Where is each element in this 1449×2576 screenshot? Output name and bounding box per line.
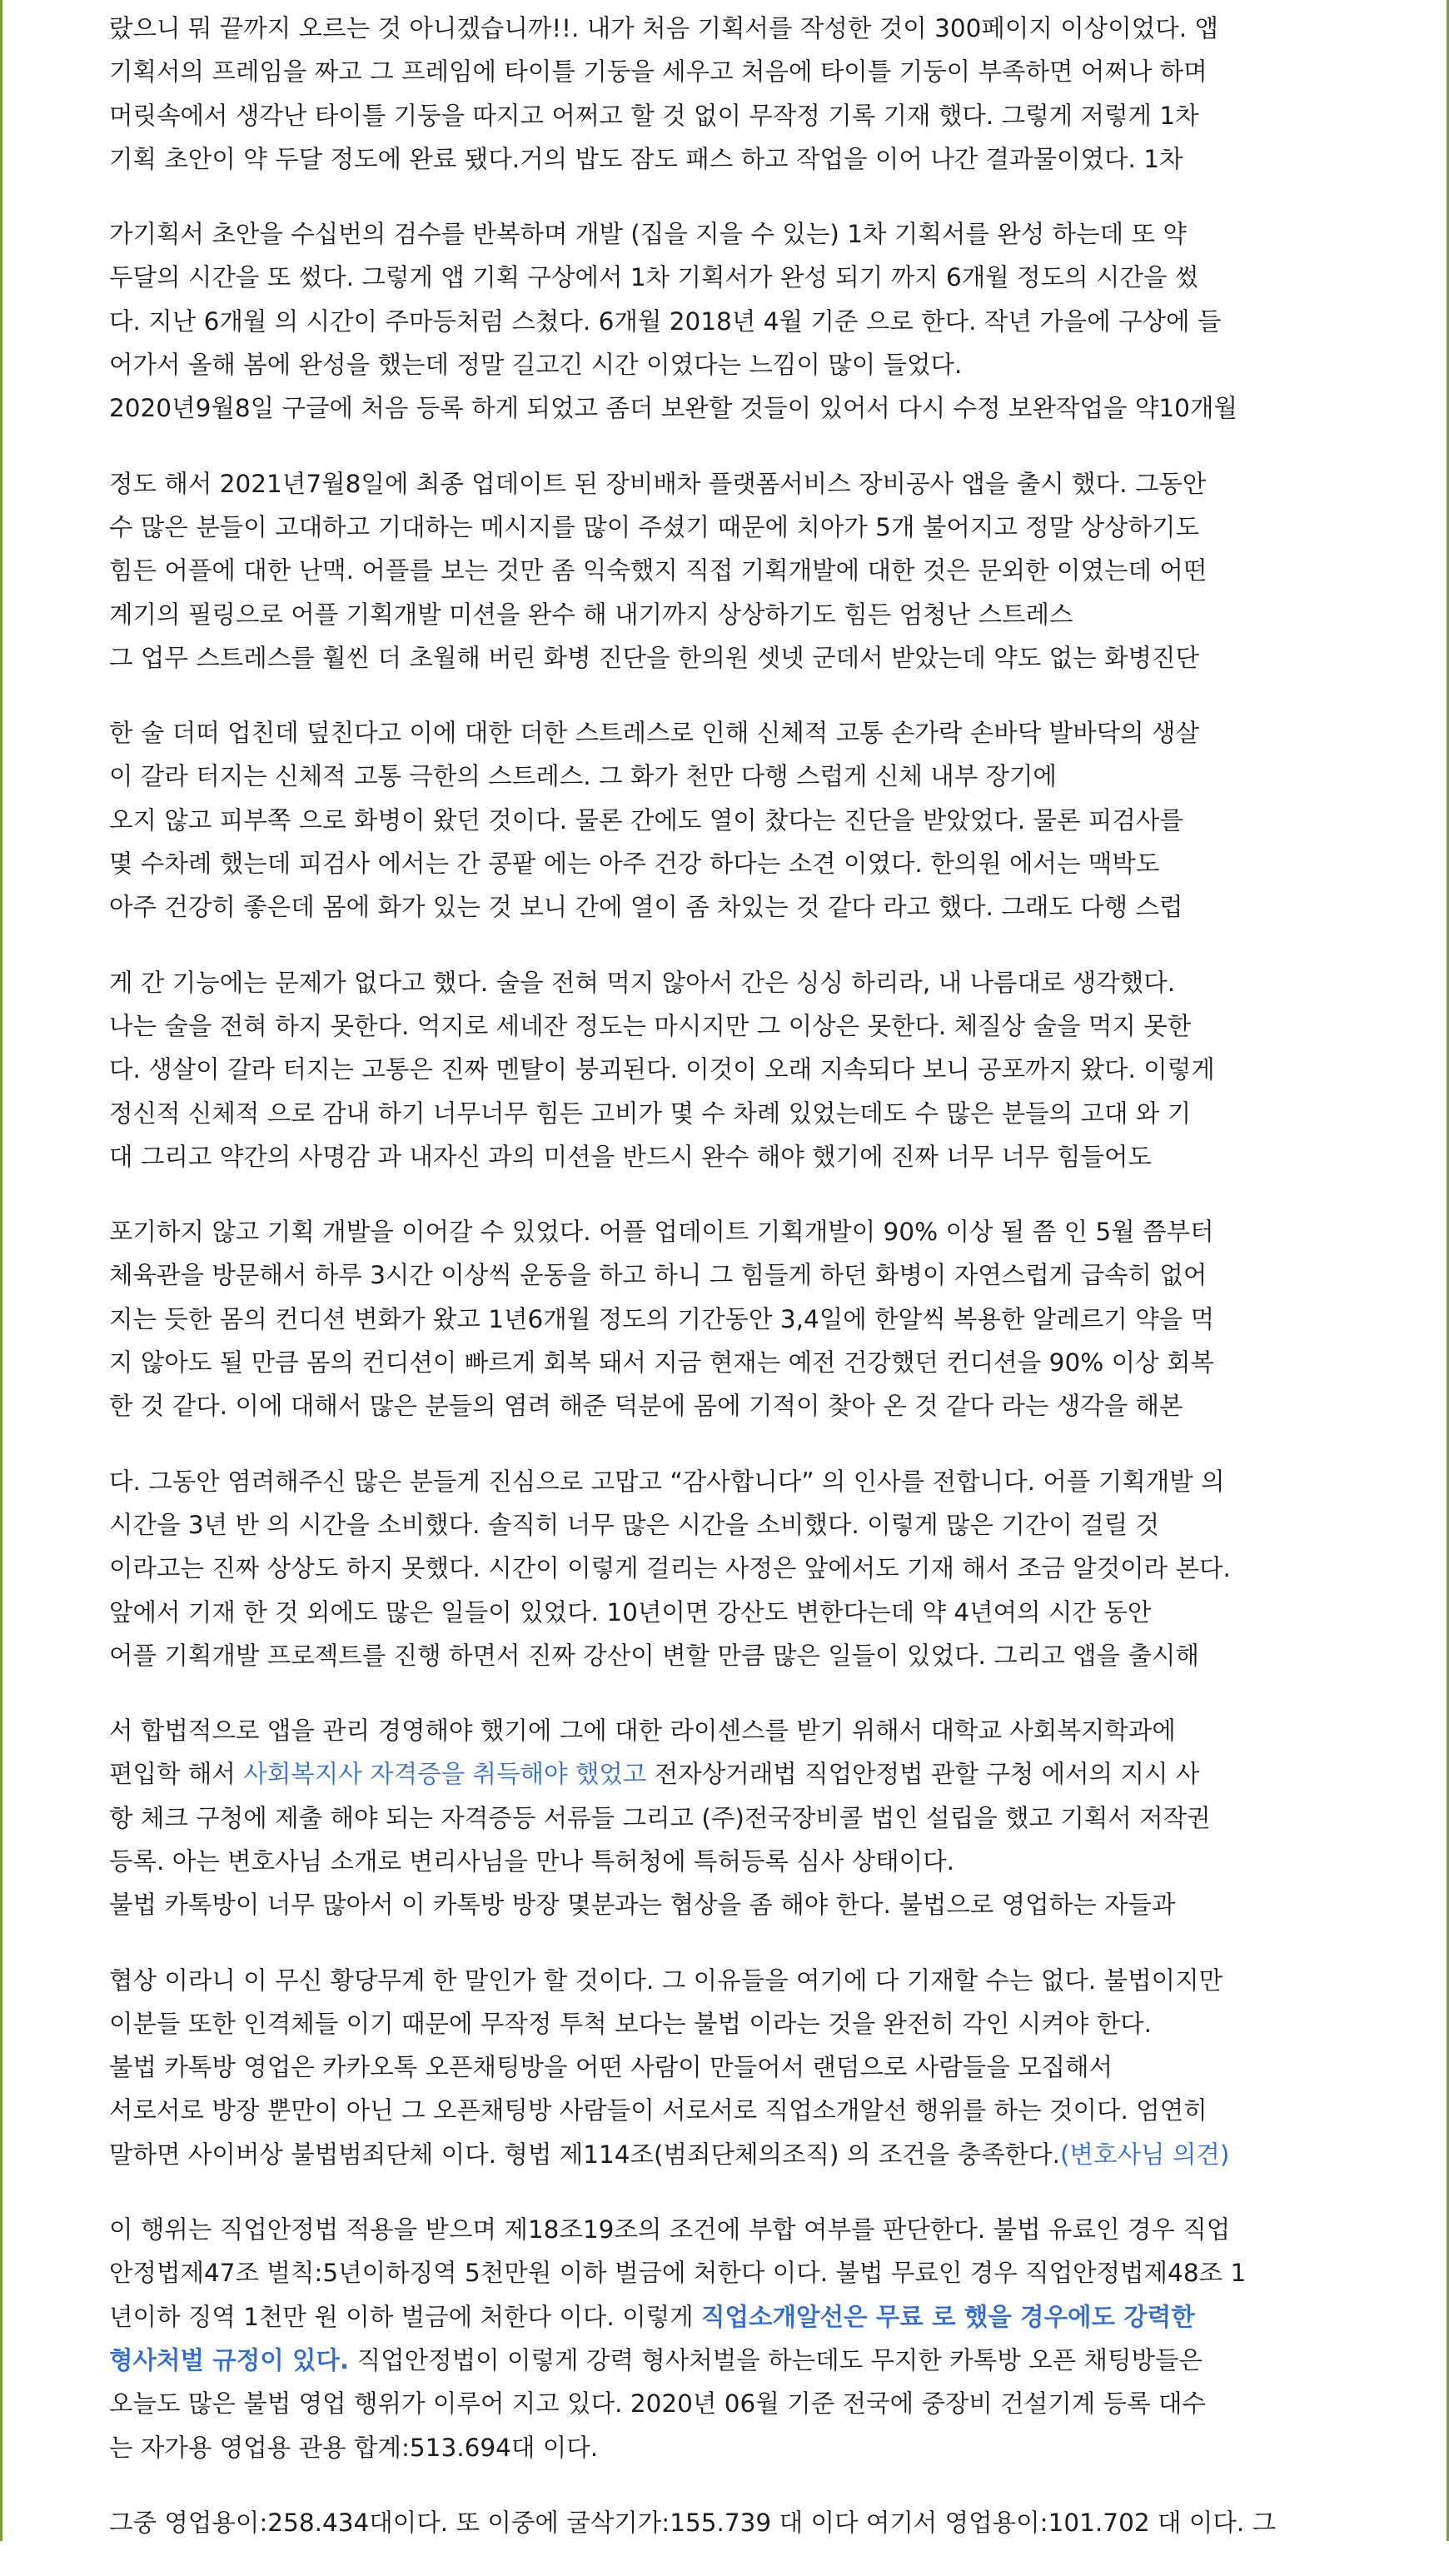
text-segment: 어플 기획개발 프로젝트를 진행 하면서 진짜 강산이 변할 만큼 많은 일들이 있었다. 그리고 앱을 출시해 bbox=[109, 1641, 1200, 1670]
text-segment: 어가서 올해 봄에 완성을 했는데 정말 길고긴 시간 이였다는 느낌이 많이 들었다. bbox=[109, 351, 963, 380]
text-line bbox=[109, 2339, 1408, 2382]
text-segment: 기획서의 프레임을 짜고 그 프레임에 타이틀 기둥을 세우고 처음에 타이틀 기둥이 부족하면 어쩌나 하며 bbox=[109, 57, 1208, 87]
paragraph bbox=[109, 462, 1408, 680]
paragraph bbox=[109, 212, 1408, 430]
text-segment: 두달의 시간을 또 썼다. 그렇게 앱 기획 구상에서 1차 기획서가 완성 되기 까지 6개월 정도의 시간을 썼 bbox=[109, 263, 1199, 292]
text-segment: 다. 생살이 갈라 터지는 고통은 진짜 멘탈이 붕괴된다. 이것이 오래 지속되다 보니 공포까지 왔다. 이렇게 bbox=[109, 1055, 1215, 1084]
text-segment: 정신적 신체적 으로 감내 하기 너무너무 힘든 고비가 몇 수 차례 있었는데도 수 많은 분들의 고대 와 기 bbox=[109, 1099, 1192, 1128]
lawyer-opinion-link[interactable]: (변호사님 의견) bbox=[1060, 2140, 1230, 2169]
text-segment: 안정법제47조 벌칙:5년이하징역 5천만원 이하 벌금에 처한다 이다. 불법 무료인 경우 직업안정법제48조 1 bbox=[109, 2259, 1247, 2288]
text-segment: 지는 듯한 몸의 컨디션 변화가 왔고 1년6개월 정도의 기간동안 3,4일에 한알씩 복용한 알레르기 약을 먹 bbox=[109, 1304, 1215, 1333]
text-line bbox=[109, 1298, 1408, 1341]
paragraph bbox=[109, 1709, 1408, 1926]
text-line bbox=[109, 1752, 1408, 1796]
text-segment: 이라고는 진짜 상상도 하지 못했다. 시간이 이렇게 걸리는 사정은 앞에서도 기재 해서 조금 알것이라 본다. bbox=[109, 1554, 1231, 1583]
text-segment: 머릿속에서 생각난 타이틀 기둥을 따지고 어쩌고 할 것 없이 무작정 기록 기재 했다. 그렇게 저렇게 1차 bbox=[109, 101, 1199, 130]
text-line bbox=[109, 2045, 1408, 2089]
text-segment: 편입학 해서 bbox=[109, 1760, 244, 1789]
text-segment: 말하면 사이버상 불법범죄단체 이다. 형법 제114조(범죄단체의조직) 의 조건을 충족한다. bbox=[109, 2140, 1060, 2169]
text-segment: 전자상거래법 직업안정법 관할 구청 에서의 지시 사 bbox=[646, 1760, 1200, 1789]
text-segment: 다. 지난 6개월 의 시간이 주마등처럼 스쳤다. 6개월 2018년 4월 기준 으로 한다. 작년 가을에 구상에 들 bbox=[109, 306, 1222, 336]
text-line bbox=[109, 2089, 1408, 2132]
text-segment: 포기하지 않고 기획 개발을 이어갈 수 있었다. 어플 업데이트 기획개발이 90% 이상 될 쯤 인 5월 쯤부터 bbox=[109, 1218, 1214, 1247]
paragraph bbox=[109, 961, 1408, 1178]
text-line bbox=[109, 506, 1408, 549]
text-line bbox=[109, 343, 1408, 386]
text-line bbox=[109, 1460, 1408, 1503]
text-line bbox=[109, 2295, 1408, 2339]
paragraph bbox=[109, 1460, 1408, 1677]
text-segment: 서 합법적으로 앱을 관리 경영해야 했기에 그에 대한 라이센스를 받기 위해서 대학교 사회복지학과에 bbox=[109, 1717, 1176, 1746]
text-line bbox=[109, 1709, 1408, 1752]
text-line bbox=[109, 842, 1408, 885]
social-worker-license-link[interactable]: 사회복지사 자격증을 취득해야 했었고 bbox=[243, 1760, 647, 1789]
text-line bbox=[109, 1135, 1408, 1178]
text-segment: 년이하 징역 1천만 원 이하 벌금에 처한다 이다. 이렇게 bbox=[109, 2302, 701, 2331]
text-line bbox=[109, 2002, 1408, 2045]
text-line bbox=[109, 1503, 1408, 1547]
text-line bbox=[109, 1092, 1408, 1135]
text-line bbox=[109, 799, 1408, 842]
text-line bbox=[109, 462, 1408, 506]
text-line bbox=[109, 755, 1408, 798]
text-line bbox=[109, 1796, 1408, 1840]
text-segment: 앞에서 기재 한 것 외에도 많은 일들이 있었다. 10년이면 강산도 변한다는데 약 4년여의 시간 동안 bbox=[109, 1597, 1152, 1627]
text-segment: 불법 카톡방 영업은 카카오톡 오픈채팅방을 어떤 사람이 만들어서 랜덤으로 사람들을 모집해서 bbox=[109, 2053, 1113, 2082]
text-line bbox=[109, 2501, 1408, 2544]
text-segment: 불법 카톡방이 너무 많아서 이 카톡방 방장 몇분과는 협상을 좀 해야 한다. 불법으로 영업하는 자들과 bbox=[109, 1891, 1176, 1920]
text-line bbox=[109, 1547, 1408, 1590]
text-segment: 수 많은 분들이 고대하고 기대하는 메시지를 많이 주셨기 때문에 치아가 5개 불어지고 정말 상상하기도 bbox=[109, 512, 1200, 541]
text-segment: 항 체크 구청에 제출 해야 되는 자격증등 서류들 그리고 (주)전국장비콜 법인 설립을 했고 기획서 저작권 bbox=[109, 1803, 1211, 1832]
text-line bbox=[109, 549, 1408, 592]
text-segment: 직업안정법이 이렇게 강력 형사처벌을 하는데도 무지한 카톡방 오픈 채팅방들은 bbox=[349, 2345, 1203, 2374]
text-segment: 게 간 기능에는 문제가 없다고 했다. 술을 전혀 먹지 않아서 간은 싱싱 하리라, 내 나름대로 생각했다. bbox=[109, 968, 1176, 997]
text-line bbox=[109, 1840, 1408, 1883]
text-segment: 지 않아도 될 만큼 몸의 컨디션이 빠르게 회복 돼서 지금 현재는 예전 건강했던 컨디션을 90% 이상 회복 bbox=[109, 1348, 1214, 1378]
text-segment: 계기의 필링으로 어플 기획개발 미션을 완수 해 내기까지 상상하기도 힘든 엄청난 스트레스 bbox=[109, 600, 1073, 629]
text-line bbox=[109, 1004, 1408, 1048]
text-segment: 이분들 또한 인격체들 이기 때문에 무작정 투척 보다는 불법 이라는 것을 완전히 각인 시켜야 한다. bbox=[109, 2009, 1153, 2038]
text-line bbox=[109, 50, 1408, 93]
text-line bbox=[109, 137, 1408, 181]
text-segment: 한 술 더떠 업친데 덮친다고 이에 대한 더한 스트레스로 인해 신체적 고통 손가락 손바닥 발바닥의 생살 bbox=[109, 719, 1200, 748]
text-line bbox=[109, 386, 1408, 430]
text-segment: 협상 이라니 이 무신 황당무계 한 말인가 할 것이다. 그 이유들을 여기에 다 기재할 수는 없다. 불법이지만 bbox=[109, 1966, 1223, 1995]
paragraph bbox=[109, 1959, 1408, 2176]
article-body bbox=[109, 7, 1408, 2576]
text-segment: 2020년9월8일 구글에 처음 등록 하게 되었고 좀더 보완할 것들이 있어서 다시 수정 보완작업을 약10개월 bbox=[109, 394, 1237, 423]
text-segment: 한 것 같다. 이에 대해서 많은 분들의 염려 해준 덕분에 몸에 기적이 찾아 온 것 같다 라는 생각을 해본 bbox=[109, 1392, 1183, 1421]
paragraph bbox=[109, 1210, 1408, 1428]
criminal-penalty-link-cont[interactable]: 형사처벌 규정이 있다. bbox=[109, 2345, 350, 2374]
text-segment: 등록. 아는 변호사님 소개로 변리사님을 만나 특허청에 특허등록 심사 상태이다. bbox=[109, 1846, 955, 1876]
text-segment: 기획 초안이 약 두달 정도에 완료 됐다.거의 밥도 잠도 패스 하고 작업을 이어 나간 결과물이였다. 1차 bbox=[109, 144, 1183, 173]
criminal-penalty-link[interactable]: 직업소개알선은 무료 로 했을 경우에도 강력한 bbox=[700, 2302, 1195, 2331]
text-segment: 이 갈라 터지는 신체적 고통 극한의 스트레스. 그 화가 천만 다행 스럽게 신체 내부 장기에 bbox=[109, 762, 1058, 791]
text-segment: 힘든 어플에 대한 난맥. 어플를 보는 것만 좀 익숙했지 직접 기획개발에 대한 것은 문외한 이였는데 어떤 bbox=[109, 556, 1208, 585]
text-segment: 그중 영업용이:258.434대이다. 또 이중에 굴삭기가:155.739 대 이다 여기서 영업용이:101.702 대 이다. 그 bbox=[109, 2508, 1277, 2537]
text-line bbox=[109, 1634, 1408, 1677]
text-segment: 가기획서 초안을 수십번의 검수를 반복하며 개발 (집을 지을 수 있는) 1차 기획서를 완성 하는데 또 약 bbox=[109, 220, 1187, 249]
text-segment: 서로서로 방장 뿐만이 아닌 그 오픈채팅방 사람들이 서로서로 직업소개알선 행위를 하는 것이다. 엄연히 bbox=[109, 2096, 1208, 2125]
text-segment: 는 자가용 영업용 관용 합계:513.694대 이다. bbox=[109, 2433, 599, 2462]
text-line bbox=[109, 1048, 1408, 1091]
text-segment: 이 행위는 직업안정법 적용을 받으며 제18조19조의 조건에 부합 여부를 판단한다. 불법 유료인 경우 직업 bbox=[109, 2215, 1231, 2245]
text-line bbox=[109, 1210, 1408, 1253]
text-line bbox=[109, 2251, 1408, 2294]
text-line bbox=[109, 711, 1408, 755]
text-line bbox=[109, 1591, 1408, 1634]
text-segment: 아주 건강히 좋은데 몸에 화가 있는 것 보니 간에 열이 좀 차있는 것 같다 라고 했다. 그래도 다행 스럽 bbox=[109, 893, 1183, 922]
text-line bbox=[109, 7, 1408, 50]
text-segment: 시간을 3년 반 의 시간을 소비했다. 솔직히 너무 많은 시간을 소비했다. 이렇게 많은 기간이 걸릴 것 bbox=[109, 1510, 1160, 1539]
text-line bbox=[109, 94, 1408, 137]
text-line bbox=[109, 636, 1408, 680]
text-segment: 정도 해서 2021년7월8일에 최종 업데이트 된 장비배차 플랫폼서비스 장비공사 앱을 출시 했다. 그동안 bbox=[109, 469, 1207, 498]
paragraph bbox=[109, 2501, 1408, 2544]
text-line bbox=[109, 961, 1408, 1004]
text-segment: 랐으니 뭐 끝까지 오르는 것 아니겠습니까!!. 내가 처음 기획서를 작성한 것이 300페이지 이상이었다. 앱 bbox=[109, 14, 1218, 42]
text-segment: 체육관을 방문해서 하루 3시간 이상씩 운동을 하고 하니 그 힘들게 하던 화병이 자연스럽게 급속히 없어 bbox=[109, 1261, 1208, 1290]
text-line bbox=[109, 593, 1408, 636]
text-line bbox=[109, 1384, 1408, 1428]
text-segment: 다. 그동안 염려해주신 많은 분들게 진심으로 고맙고 “감사합니다” 의 인사를 전합니다. 어플 기획개발 의 bbox=[109, 1467, 1225, 1496]
paragraph bbox=[109, 2208, 1408, 2469]
text-line bbox=[109, 2426, 1408, 2469]
text-segment: 오지 않고 피부쪽 으로 화병이 왔던 것이다. 물론 간에도 열이 찼다는 진단을 받았었다. 물론 피검사를 bbox=[109, 805, 1183, 835]
text-line bbox=[109, 2382, 1408, 2425]
text-segment: 그 업무 스트레스를 훨씬 더 초월해 버린 화병 진단을 한의원 셋넷 군데서 받았는데 약도 없는 화병진단 bbox=[109, 643, 1200, 672]
text-line bbox=[109, 2208, 1408, 2251]
paragraph bbox=[109, 711, 1408, 929]
text-line bbox=[109, 1253, 1408, 1297]
text-segment: 나는 술을 전혀 하지 못한다. 억지로 세네잔 정도는 마시지만 그 이상은 못한다. 체질상 술을 먹지 못한 bbox=[109, 1011, 1192, 1040]
text-line bbox=[109, 300, 1408, 343]
text-line bbox=[109, 1341, 1408, 1384]
text-segment: 오늘도 많은 불법 영업 행위가 이루어 지고 있다. 2020년 06월 기준 전국에 중장비 건설기계 등록 대수 bbox=[109, 2389, 1207, 2419]
paragraph bbox=[109, 7, 1408, 181]
text-line bbox=[109, 1959, 1408, 2002]
text-segment: 대 그리고 약간의 사명감 과 내자신 과의 미션을 반드시 완수 해야 했기에 진짜 너무 너무 힘들어도 bbox=[109, 1142, 1153, 1171]
text-line bbox=[109, 885, 1408, 929]
text-line bbox=[109, 212, 1408, 256]
text-segment: 몇 수차례 했는데 피검사 에서는 간 콩팥 에는 아주 건강 하다는 소견 이였다. 한의원 에서는 맥박도 bbox=[109, 850, 1160, 879]
text-line bbox=[109, 256, 1408, 299]
text-line bbox=[109, 1883, 1408, 1926]
text-line bbox=[109, 2133, 1408, 2176]
